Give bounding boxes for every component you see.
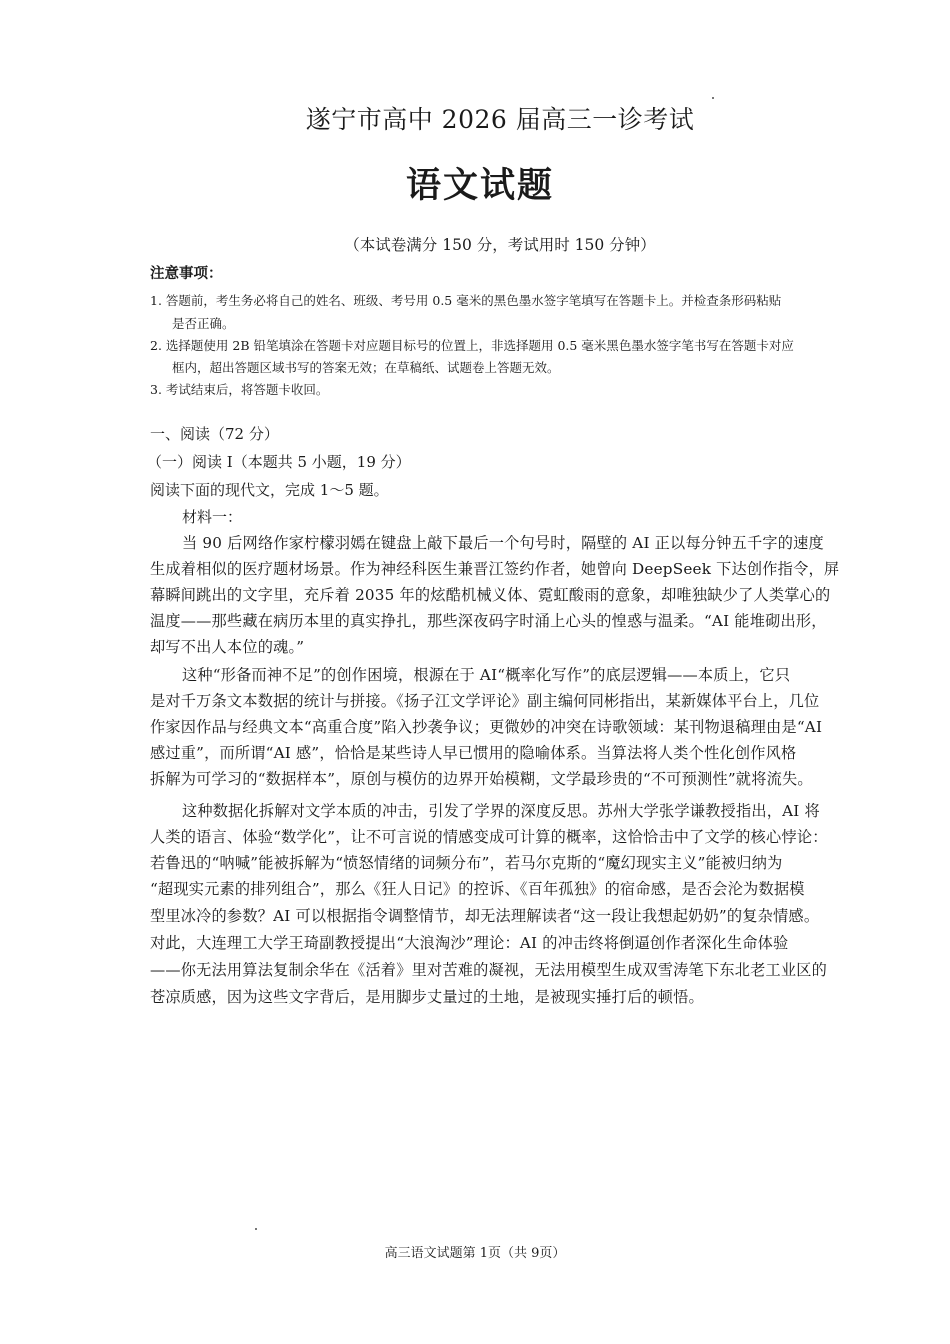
note-item-2: 2. 选择题使用 2B 铅笔填涂在答题卡对应题目标号的位置上，非选择题用 0.5 毫米黑色墨水签字笔书写在答题卡对应 <box>150 338 794 353</box>
subsection-title: （一）阅读 I（本题共 5 小题，19 分） <box>147 453 411 471</box>
passage-line: 生成着相似的医疗题材场景。作为神经科医生兼晋江签约作者，她曾向 DeepSeek 下达创作指令，屏 <box>150 560 840 578</box>
scan-speck <box>255 1228 257 1230</box>
instruction: 阅读下面的现代文，完成 1～5 题。 <box>150 481 389 499</box>
page-footer: 高三语文试题第 1页（共 9页） <box>384 1246 566 1261</box>
passage-line: 是对千万条文本数据的统计与拼接。《扬子江文学评论》副主编何同彬指出，某新媒体平台上，几位 <box>150 692 820 710</box>
passage-line: ——你无法用算法复制余华在《活着》里对苦难的凝视，无法用模型生成双雪涛笔下东北老工业区的 <box>150 961 828 979</box>
passage-line: “超现实元素的排列组合”，那么《狂人日记》的控诉、《百年孤独》的宿命感，是否会沦为数据模 <box>150 880 805 898</box>
passage-line: 苍凉质感，因为这些文字背后，是用脚步丈量过的土地，是被现实捶打后的顿悟。 <box>150 988 704 1006</box>
passage-line: 感过重”，而所谓“AI 感”，恰恰是某些诗人早已惯用的隐喻体系。当算法将人类个性化创作风格 <box>150 744 797 762</box>
notes-heading: 注意事项： <box>150 266 223 282</box>
note-item-1-cont: 是否正确。 <box>172 316 235 331</box>
material-label: 材料一： <box>182 508 243 526</box>
passage-line: 却写不出人本位的魂。” <box>150 638 305 656</box>
exam-info: （本试卷满分 150 分，考试用时 150 分钟） <box>344 236 656 254</box>
passage-line: 这种数据化拆解对文学本质的冲击，引发了学界的深度反思。苏州大学张学谦教授指出，AI 将 <box>182 802 820 820</box>
scan-speck <box>712 97 714 99</box>
passage-line: 幕瞬间跳出的文字里，充斥着 2035 年的炫酷机械义体、霓虹酸雨的意象，却唯独缺少了人类掌心的 <box>150 586 831 604</box>
passage-line: 若鲁迅的“呐喊”能被拆解为“愤怒情绪的词频分布”，若马尔克斯的“魔幻现实主义”能被归纳为 <box>150 854 783 872</box>
note-item-2-cont: 框内，超出答题区域书写的答案无效；在草稿纸、试题卷上答题无效。 <box>172 360 560 375</box>
note-item-3: 3. 考试结束后，将答题卡收回。 <box>150 382 329 397</box>
passage-line: 型里冰冷的参数？AI 可以根据指令调整情节，却无法理解读者“这一段让我想起奶奶”的复杂情感。 <box>150 907 820 925</box>
passage-line: 人类的语言、体验“数学化”，让不可言说的情感变成可计算的概率，这恰恰击中了文学的核心悖论： <box>150 828 828 846</box>
passage-line: 这种“形备而神不足”的创作困境，根源在于 AI“概率化写作”的底层逻辑——本质上，它只 <box>182 666 791 684</box>
passage-line: 对此，大连理工大学王琦副教授提出“大浪淘沙”理论：AI 的冲击终将倒逼创作者深化生命体验 <box>150 934 789 952</box>
exam-title: 遂宁市高中 2026 届高三一诊考试 <box>305 105 695 134</box>
section-title: 一、阅读（72 分） <box>150 425 279 443</box>
passage-line: 温度——那些藏在病历本里的真实挣扎，那些深夜码字时涌上心头的惶惑与温柔。“AI 能堆砌出形， <box>150 612 827 630</box>
subject-title: 语文试题 <box>405 166 554 206</box>
passage-line: 作家因作品与经典文本“高重合度”陷入抄袭争议；更微妙的冲突在诗歌领域：某刊物退稿理由是“AI <box>150 718 823 736</box>
passage-line: 拆解为可学习的“数据样本”，原创与模仿的边界开始模糊，文学最珍贵的“不可预测性”就将流失。 <box>150 770 813 788</box>
passage-line: 当 90 后网络作家柠檬羽嫣在键盘上敲下最后一个句号时，隔壁的 AI 正以每分钟五千字的速度 <box>182 534 824 552</box>
note-item-1: 1. 答题前，考生务必将自己的姓名、班级、考号用 0.5 毫米的黑色墨水签字笔填写在答题卡上。并检查条形码粘贴 <box>150 293 782 308</box>
